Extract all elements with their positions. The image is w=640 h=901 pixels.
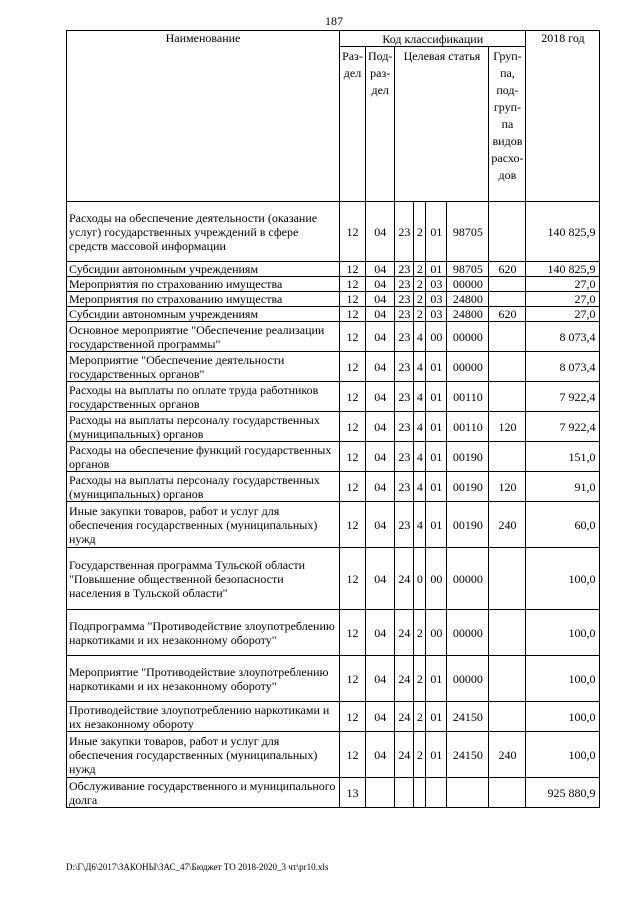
target-direction-cell: 24800: [447, 292, 489, 307]
target-subprogram-cell: 4: [414, 442, 426, 472]
target-event-cell: 01: [426, 472, 447, 502]
table-row: [67, 732, 600, 778]
name-cell: Субсидии автономным учреждениям: [67, 307, 340, 322]
target-event-cell: 01: [426, 702, 447, 732]
target-program-cell: 23: [395, 262, 414, 277]
target-subprogram-cell: 2: [414, 292, 426, 307]
table-row: [67, 548, 600, 610]
podrazdel-cell: 04: [366, 656, 395, 702]
razdel-cell: 12: [340, 610, 366, 656]
amount-cell: 7 922,4: [526, 382, 600, 412]
name-cell: Иные закупки товаров, работ и услуг для обеспечения государственных (муниципальных) нужд: [67, 502, 340, 548]
target-direction-cell: 00190: [447, 502, 489, 548]
expense-type-header: Груп- па, под- груп- па видов расхо- дов: [489, 47, 526, 202]
target-direction-cell: 00000: [447, 610, 489, 656]
expense-type-cell: 120: [489, 412, 526, 442]
target-subprogram-cell: 4: [414, 472, 426, 502]
target-event-cell: 01: [426, 412, 447, 442]
amount-cell: 7 922,4: [526, 412, 600, 442]
razdel-cell: 12: [340, 382, 366, 412]
expense-type-cell: 120: [489, 472, 526, 502]
target-direction-cell: 00000: [447, 548, 489, 610]
target-subprogram-cell: 2: [414, 262, 426, 277]
razdel-cell: 12: [340, 412, 366, 442]
target-subprogram-cell: 4: [414, 502, 426, 548]
target-event-cell: 01: [426, 502, 447, 548]
name-cell: Расходы на выплаты персоналу государственных (муниципальных) органов: [67, 412, 340, 442]
amount-cell: 8 073,4: [526, 352, 600, 382]
razdel-cell: 12: [340, 202, 366, 262]
target-program-cell: 24: [395, 656, 414, 702]
target-program-cell: 23: [395, 502, 414, 548]
target-direction-cell: 98705: [447, 262, 489, 277]
amount-cell: 91,0: [526, 472, 600, 502]
podrazdel-cell: 04: [366, 382, 395, 412]
table-row: [67, 307, 600, 322]
target-subprogram-cell: 4: [414, 352, 426, 382]
podrazdel-cell: 04: [366, 277, 395, 292]
target-program-cell: 23: [395, 292, 414, 307]
target-direction-cell: 24150: [447, 702, 489, 732]
target-subprogram-cell: 4: [414, 322, 426, 352]
target-direction-cell: 00190: [447, 472, 489, 502]
table-row: [67, 656, 600, 702]
name-cell: Государственная программа Тульской области "Повышение общественной безопасности населения в Тульской области": [67, 548, 340, 610]
amount-cell: 100,0: [526, 548, 600, 610]
target-event-cell: [426, 778, 447, 808]
amount-cell: 140 825,9: [526, 262, 600, 277]
amount-cell: 8 073,4: [526, 322, 600, 352]
podrazdel-cell: 04: [366, 292, 395, 307]
table-row: [67, 610, 600, 656]
table-row: [67, 292, 600, 307]
table-header-row: [67, 31, 600, 47]
target-subprogram-cell: 0: [414, 548, 426, 610]
table-row: [67, 442, 600, 472]
table-row: [67, 352, 600, 382]
target-subprogram-cell: 2: [414, 277, 426, 292]
target-subprogram-cell: 4: [414, 412, 426, 442]
expense-type-cell: [489, 322, 526, 352]
target-direction-cell: [447, 778, 489, 808]
table-row: [67, 702, 600, 732]
podrazdel-cell: 04: [366, 262, 395, 277]
target-direction-cell: 00110: [447, 412, 489, 442]
name-cell: Основное мероприятие "Обеспечение реализации государственной программы": [67, 322, 340, 352]
name-column-header: Наименование: [67, 31, 340, 202]
target-event-cell: 01: [426, 442, 447, 472]
expense-type-cell: [489, 656, 526, 702]
expense-type-cell: 240: [489, 732, 526, 778]
name-cell: Расходы на обеспечение деятельности (оказание услуг) государственных учреждений в сфере средств массовой информации: [67, 202, 340, 262]
table-row: [67, 322, 600, 352]
razdel-cell: 12: [340, 702, 366, 732]
table-row: [67, 262, 600, 277]
target-program-cell: 24: [395, 702, 414, 732]
target-program-cell: 23: [395, 382, 414, 412]
table-row: [67, 778, 600, 808]
razdel-header: Раз- дел: [340, 47, 366, 202]
amount-cell: 100,0: [526, 702, 600, 732]
amount-cell: 27,0: [526, 292, 600, 307]
razdel-cell: 12: [340, 472, 366, 502]
name-cell: Иные закупки товаров, работ и услуг для обеспечения государственных (муниципальных) нужд: [67, 732, 340, 778]
amount-cell: 27,0: [526, 277, 600, 292]
razdel-cell: 13: [340, 778, 366, 808]
podrazdel-cell: 04: [366, 548, 395, 610]
target-program-cell: 23: [395, 442, 414, 472]
target-program-cell: 24: [395, 732, 414, 778]
target-event-cell: 00: [426, 548, 447, 610]
target-subprogram-cell: 4: [414, 382, 426, 412]
amount-cell: 27,0: [526, 307, 600, 322]
name-cell: Подпрограмма "Противодействие злоупотреблению наркотиками и их незаконному обороту": [67, 610, 340, 656]
podrazdel-cell: 04: [366, 307, 395, 322]
expense-type-cell: [489, 277, 526, 292]
target-program-cell: [395, 778, 414, 808]
expense-type-cell: [489, 202, 526, 262]
podrazdel-cell: 04: [366, 610, 395, 656]
razdel-cell: 12: [340, 442, 366, 472]
podrazdel-cell: [366, 778, 395, 808]
budget-table: [66, 30, 600, 808]
year-column-header: 2018 год: [526, 31, 600, 202]
podrazdel-cell: 04: [366, 732, 395, 778]
name-cell: Субсидии автономным учреждениям: [67, 262, 340, 277]
name-cell: Противодействие злоупотреблению наркотиками и их незаконному обороту: [67, 702, 340, 732]
amount-cell: 100,0: [526, 610, 600, 656]
expense-type-cell: 240: [489, 502, 526, 548]
expense-type-cell: [489, 442, 526, 472]
target-event-cell: 03: [426, 292, 447, 307]
name-cell: Мероприятие "Обеспечение деятельности государственных органов": [67, 352, 340, 382]
podrazdel-cell: 04: [366, 322, 395, 352]
table-row: [67, 202, 600, 262]
target-article-header: Целевая статья: [395, 47, 489, 202]
name-cell: Мероприятия по страхованию имущества: [67, 277, 340, 292]
razdel-cell: 12: [340, 292, 366, 307]
target-event-cell: 01: [426, 732, 447, 778]
amount-cell: 151,0: [526, 442, 600, 472]
razdel-cell: 12: [340, 502, 366, 548]
target-subprogram-cell: 2: [414, 702, 426, 732]
target-event-cell: 01: [426, 352, 447, 382]
podrazdel-cell: 04: [366, 472, 395, 502]
target-event-cell: 01: [426, 656, 447, 702]
target-subprogram-cell: 2: [414, 656, 426, 702]
amount-cell: 140 825,9: [526, 202, 600, 262]
file-path-footer: D:\Г\Д6\2017\ЗАКОНЫ\ЗАС_47\Бюджет ТО 2018-2020_3 чт\pr10.xls: [66, 862, 329, 872]
expense-type-cell: [489, 778, 526, 808]
amount-cell: 100,0: [526, 656, 600, 702]
target-event-cell: 00: [426, 322, 447, 352]
target-event-cell: 00: [426, 610, 447, 656]
target-direction-cell: 98705: [447, 202, 489, 262]
razdel-cell: 12: [340, 307, 366, 322]
podrazdel-cell: 04: [366, 502, 395, 548]
target-program-cell: 23: [395, 472, 414, 502]
razdel-cell: 12: [340, 322, 366, 352]
target-event-cell: 03: [426, 307, 447, 322]
expense-type-cell: 620: [489, 262, 526, 277]
name-cell: Обслуживание государственного и муниципального долга: [67, 778, 340, 808]
target-direction-cell: 00110: [447, 382, 489, 412]
target-program-cell: 23: [395, 307, 414, 322]
podrazdel-cell: 04: [366, 202, 395, 262]
name-cell: Расходы на выплаты персоналу государственных (муниципальных) органов: [67, 472, 340, 502]
target-event-cell: 01: [426, 382, 447, 412]
expense-type-cell: [489, 292, 526, 307]
table-body: [67, 202, 600, 808]
expense-type-cell: [489, 352, 526, 382]
razdel-cell: 12: [340, 656, 366, 702]
podrazdel-header: Под- раз- дел: [366, 47, 395, 202]
name-cell: Мероприятия по страхованию имущества: [67, 292, 340, 307]
podrazdel-cell: 04: [366, 442, 395, 472]
target-direction-cell: 00000: [447, 277, 489, 292]
expense-type-cell: [489, 548, 526, 610]
target-program-cell: 23: [395, 277, 414, 292]
expense-type-cell: [489, 382, 526, 412]
target-direction-cell: 24800: [447, 307, 489, 322]
razdel-cell: 12: [340, 352, 366, 382]
target-subprogram-cell: 2: [414, 202, 426, 262]
target-subprogram-cell: 2: [414, 610, 426, 656]
podrazdel-cell: 04: [366, 702, 395, 732]
table-row: [67, 277, 600, 292]
target-subprogram-cell: 2: [414, 307, 426, 322]
target-direction-cell: 00190: [447, 442, 489, 472]
target-program-cell: 23: [395, 412, 414, 442]
podrazdel-cell: 04: [366, 412, 395, 442]
target-direction-cell: 00000: [447, 322, 489, 352]
target-subprogram-cell: [414, 778, 426, 808]
expense-type-cell: [489, 610, 526, 656]
name-cell: Расходы на выплаты по оплате труда работников государственных органов: [67, 382, 340, 412]
amount-cell: 60,0: [526, 502, 600, 548]
page-number: 187: [325, 14, 343, 28]
name-cell: Мероприятие "Противодействие злоупотреблению наркотиками и их незаконному обороту": [67, 656, 340, 702]
classification-code-header: Код классификации: [340, 31, 526, 47]
expense-type-cell: 620: [489, 307, 526, 322]
target-event-cell: 01: [426, 262, 447, 277]
table-row: [67, 412, 600, 442]
target-subprogram-cell: 2: [414, 732, 426, 778]
target-program-cell: 23: [395, 322, 414, 352]
target-direction-cell: 00000: [447, 656, 489, 702]
table-row: [67, 502, 600, 548]
razdel-cell: 12: [340, 277, 366, 292]
amount-cell: 100,0: [526, 732, 600, 778]
name-cell: Расходы на обеспечение функций государственных органов: [67, 442, 340, 472]
table-row: [67, 472, 600, 502]
razdel-cell: 12: [340, 548, 366, 610]
target-event-cell: 01: [426, 202, 447, 262]
target-program-cell: 23: [395, 202, 414, 262]
razdel-cell: 12: [340, 732, 366, 778]
target-program-cell: 23: [395, 352, 414, 382]
razdel-cell: 12: [340, 262, 366, 277]
target-program-cell: 24: [395, 610, 414, 656]
target-direction-cell: 24150: [447, 732, 489, 778]
target-event-cell: 03: [426, 277, 447, 292]
table-row: [67, 382, 600, 412]
target-program-cell: 24: [395, 548, 414, 610]
amount-cell: 925 880,9: [526, 778, 600, 808]
podrazdel-cell: 04: [366, 352, 395, 382]
expense-type-cell: [489, 702, 526, 732]
target-direction-cell: 00000: [447, 352, 489, 382]
